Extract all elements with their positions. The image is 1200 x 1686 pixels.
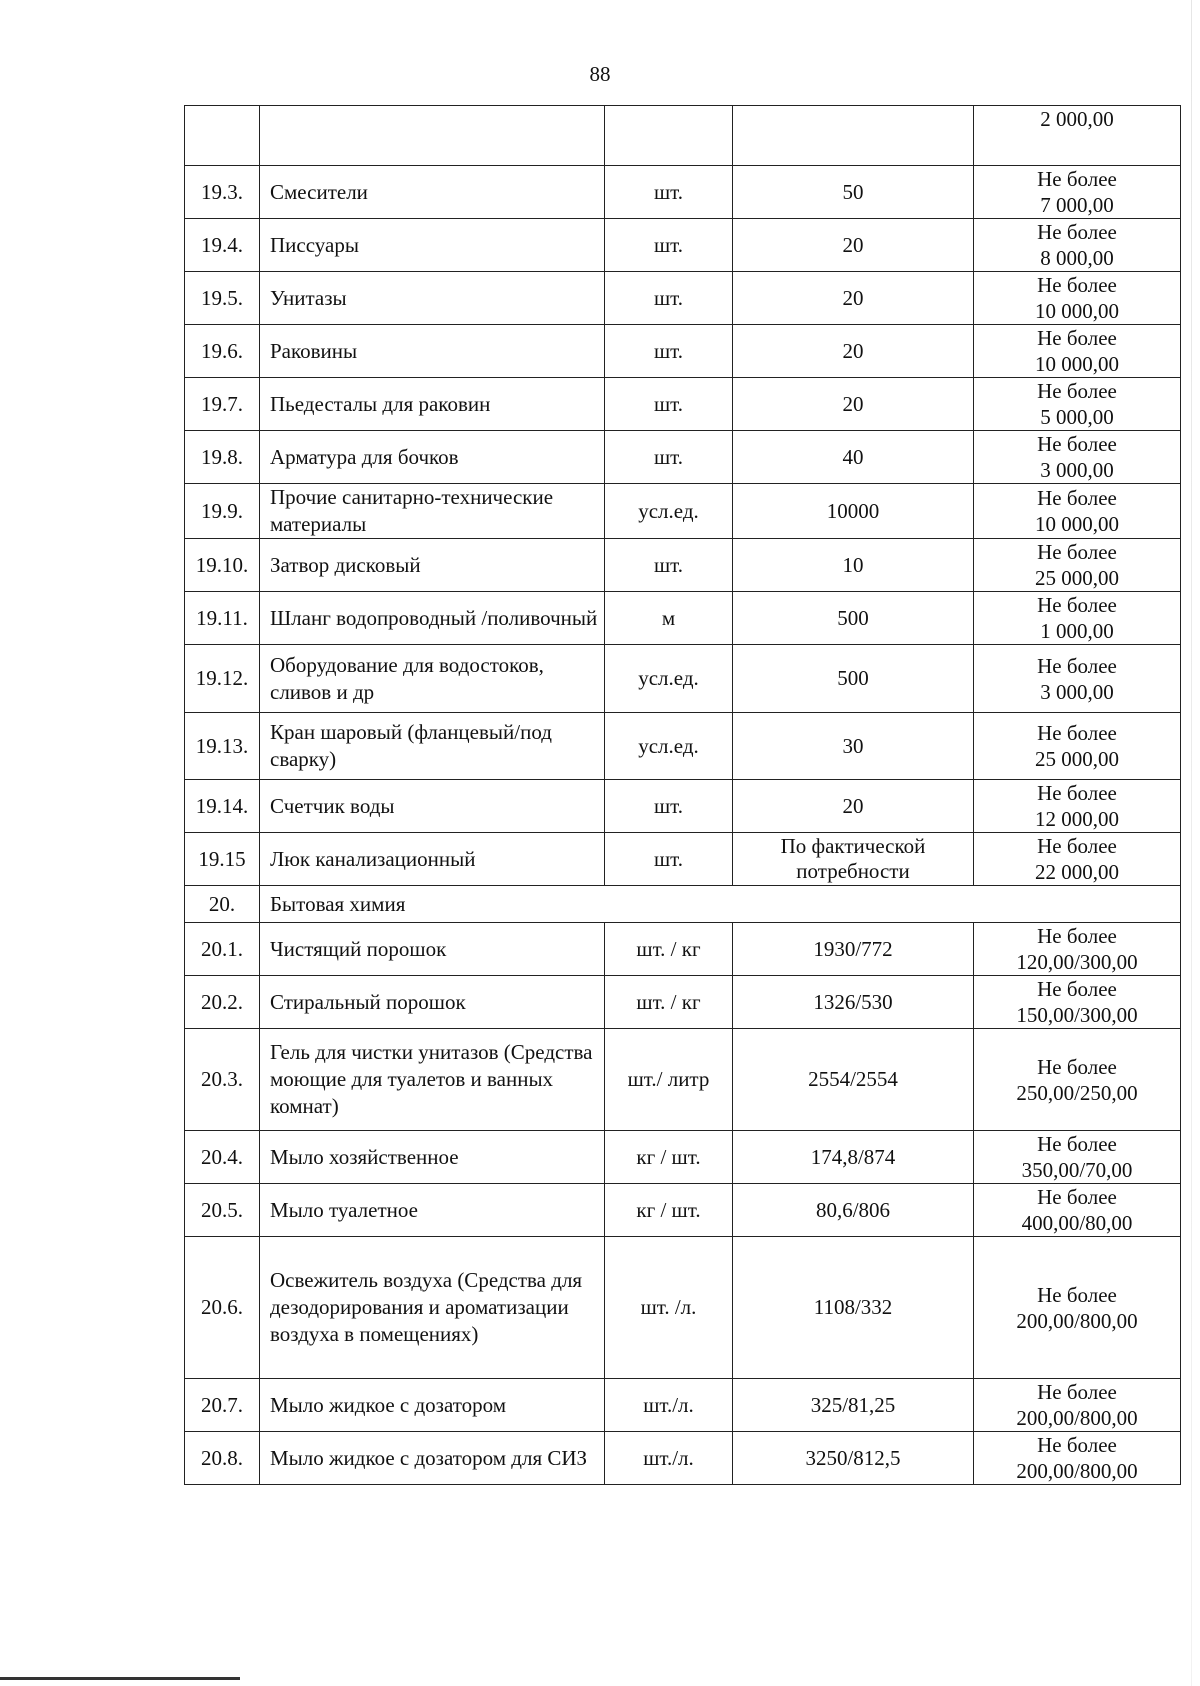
table-row <box>185 780 1181 833</box>
price-cell <box>974 1379 1181 1432</box>
item-quantity: 325/81,25 <box>733 1379 974 1432</box>
item-unit: усл.ед. <box>605 645 733 713</box>
price-value: 200,00/800,00 <box>1016 1308 1138 1333</box>
price-value: 120,00/300,00 <box>1016 950 1138 974</box>
item-quantity: 1326/530 <box>733 976 974 1029</box>
section-title: Бытовая химия <box>260 886 605 923</box>
scan-artifact <box>0 1677 240 1680</box>
scan-edge <box>1191 0 1192 1686</box>
item-unit: шт./л. <box>605 1432 733 1485</box>
price-cell <box>974 272 1181 325</box>
item-unit: шт. <box>605 378 733 431</box>
item-name: Мыло туалетное <box>260 1184 605 1237</box>
item-quantity: 30 <box>733 713 974 780</box>
price-value: 8 000,00 <box>1040 246 1114 270</box>
item-unit: усл.ед. <box>605 713 733 780</box>
price-value: 200,00/800,00 <box>1016 1406 1138 1430</box>
price-label: Не более <box>1037 1433 1117 1457</box>
item-number: 19.11. <box>185 592 260 645</box>
price-value: 200,00/800,00 <box>1016 1459 1138 1483</box>
price-value: 10 000,00 <box>1035 352 1119 376</box>
item-quantity: 40 <box>733 431 974 484</box>
item-name: Мыло хозяйственное <box>260 1131 605 1184</box>
item-quantity: 10000 <box>733 484 974 539</box>
item-number: 19.12. <box>185 645 260 713</box>
item-number: 20.2. <box>185 976 260 1029</box>
table-row <box>185 1432 1181 1485</box>
item-unit: шт. <box>605 219 733 272</box>
price-label: Не более <box>1037 326 1117 350</box>
price-label: Не более <box>1037 220 1117 244</box>
price-label: Не более <box>1037 540 1117 564</box>
item-unit: шт. / кг <box>605 976 733 1029</box>
item-quantity: 2554/2554 <box>733 1029 974 1131</box>
table-body <box>185 106 1181 1485</box>
table-row <box>185 833 1181 886</box>
item-name: Арматура для бочков <box>260 431 605 484</box>
item-quantity: 20 <box>733 780 974 833</box>
section-row <box>185 886 1181 923</box>
price-value: 350,00/70,00 <box>1021 1158 1133 1182</box>
price-cell <box>974 431 1181 484</box>
item-unit: кг / шт. <box>605 1131 733 1184</box>
table-row <box>185 484 1181 539</box>
price-value: 25 000,00 <box>1035 747 1119 771</box>
section-number: 20. <box>185 886 260 923</box>
price-label: Не более <box>1037 273 1117 297</box>
price-cell <box>974 923 1181 976</box>
item-unit: шт. <box>605 325 733 378</box>
table-row <box>185 1379 1181 1432</box>
price-label: Не более <box>1037 167 1117 191</box>
price-value: 3 000,00 <box>1040 679 1114 704</box>
item-unit: шт. <box>605 780 733 833</box>
item-unit: шт. <box>605 166 733 219</box>
item-number: 19.6. <box>185 325 260 378</box>
item-quantity: 20 <box>733 219 974 272</box>
item-name: Чистящий порошок <box>260 923 605 976</box>
price-cell <box>974 539 1181 592</box>
price-cell <box>974 1184 1181 1237</box>
item-number: 19.10. <box>185 539 260 592</box>
price-value: 10 000,00 <box>1035 512 1119 536</box>
item-quantity: По фактической потребности <box>733 833 974 886</box>
price-cell <box>974 166 1181 219</box>
item-number: 19.7. <box>185 378 260 431</box>
item-name: Затвор дисковый <box>260 539 605 592</box>
price-label: Не более <box>1037 1185 1117 1209</box>
price-cell: 2 000,00 <box>974 106 1181 166</box>
price-cell <box>974 976 1181 1029</box>
table-row <box>185 1131 1181 1184</box>
price-value: 3 000,00 <box>1040 458 1114 482</box>
item-unit: шт. <box>605 539 733 592</box>
table-row <box>185 592 1181 645</box>
item-name: Смесители <box>260 166 605 219</box>
table-row <box>185 1237 1181 1379</box>
price-value: 5 000,00 <box>1040 405 1114 429</box>
price-label: Не более <box>1037 834 1117 858</box>
price-cell <box>974 378 1181 431</box>
item-name: Освежитель воздуха (Средства для дезодорирования и ароматизации воздуха в помещениях) <box>260 1237 605 1379</box>
item-quantity: 80,6/806 <box>733 1184 974 1237</box>
item-unit: кг / шт. <box>605 1184 733 1237</box>
table-row <box>185 976 1181 1029</box>
item-name: Кран шаровый (фланцевый/под сварку) <box>260 713 605 780</box>
item-number: 20.6. <box>185 1237 260 1379</box>
item-number: 19.4. <box>185 219 260 272</box>
price-label: Не более <box>1037 379 1117 403</box>
page-number: 88 <box>589 62 611 86</box>
item-name: Оборудование для водостоков, сливов и др <box>260 645 605 713</box>
item-name: Пьедесталы для раковин <box>260 378 605 431</box>
table-row <box>185 325 1181 378</box>
item-name: Мыло жидкое с дозатором для СИЗ <box>260 1432 605 1485</box>
item-number: 19.13. <box>185 713 260 780</box>
item-number: 20.4. <box>185 1131 260 1184</box>
price-value: 12 000,00 <box>1035 807 1119 831</box>
price-label: Не более <box>1037 781 1117 805</box>
price-cell <box>974 219 1181 272</box>
table-row <box>185 219 1181 272</box>
item-number: 20.5. <box>185 1184 260 1237</box>
price-cell <box>974 592 1181 645</box>
price-cell <box>974 713 1181 780</box>
item-name: Писсуары <box>260 219 605 272</box>
table-row <box>185 272 1181 325</box>
table-row <box>185 923 1181 976</box>
item-quantity: 1930/772 <box>733 923 974 976</box>
price-value: 400,00/80,00 <box>1021 1211 1133 1235</box>
item-unit: м <box>605 592 733 645</box>
item-name: Унитазы <box>260 272 605 325</box>
price-value: 22 000,00 <box>1035 860 1119 884</box>
price-value: 7 000,00 <box>1040 193 1114 217</box>
item-name: Шланг водопроводный /поливочный <box>260 592 605 645</box>
item-number: 19.9. <box>185 484 260 539</box>
item-name: Гель для чистки унитазов (Средства моющие для туалетов и ванных комнат) <box>260 1029 605 1131</box>
table-row <box>185 431 1181 484</box>
item-quantity: 500 <box>733 645 974 713</box>
section-filler <box>605 886 1181 923</box>
item-number: 19.3. <box>185 166 260 219</box>
item-number: 20.8. <box>185 1432 260 1485</box>
item-quantity: 20 <box>733 272 974 325</box>
materials-table <box>184 105 1181 1485</box>
price-cell <box>974 325 1181 378</box>
table-row-continued <box>185 106 1181 166</box>
item-unit: шт./ литр <box>605 1029 733 1131</box>
item-number: 20.7. <box>185 1379 260 1432</box>
item-quantity: 10 <box>733 539 974 592</box>
item-quantity: 1108/332 <box>733 1237 974 1379</box>
price-label: Не более <box>1037 1380 1117 1404</box>
table-row <box>185 166 1181 219</box>
price-cell <box>974 1432 1181 1485</box>
price-value: 250,00/250,00 <box>1016 1080 1138 1105</box>
item-name: Люк канализационный <box>260 833 605 886</box>
price-value: 25 000,00 <box>1035 566 1119 590</box>
item-unit: шт./л. <box>605 1379 733 1432</box>
item-quantity: 20 <box>733 325 974 378</box>
price-cell <box>974 1131 1181 1184</box>
item-unit: шт. <box>605 272 733 325</box>
table-row <box>185 1184 1181 1237</box>
item-name: Раковины <box>260 325 605 378</box>
table-row <box>185 713 1181 780</box>
price-label: Не более <box>1037 977 1117 1001</box>
price-cell <box>974 484 1181 539</box>
item-number: 19.8. <box>185 431 260 484</box>
price-cell <box>974 1237 1181 1379</box>
item-unit: шт. <box>605 431 733 484</box>
item-quantity: 20 <box>733 378 974 431</box>
price-label: Не более <box>1037 924 1117 948</box>
item-unit: усл.ед. <box>605 484 733 539</box>
item-unit: шт. <box>605 833 733 886</box>
item-quantity: 3250/812,5 <box>733 1432 974 1485</box>
table-row <box>185 645 1181 713</box>
price-cell <box>974 645 1181 713</box>
table-row <box>185 1029 1181 1131</box>
price-cell <box>974 1029 1181 1131</box>
price-label: Не более <box>1037 721 1117 745</box>
price-label: Не более <box>1037 486 1117 510</box>
price-value: 1 000,00 <box>1040 619 1114 643</box>
table-row <box>185 539 1181 592</box>
price-label: Не более <box>1037 653 1117 678</box>
price-value: 10 000,00 <box>1035 299 1119 323</box>
item-number: 20.1. <box>185 923 260 976</box>
price-label: Не более <box>1037 1054 1117 1079</box>
item-name: Мыло жидкое с дозатором <box>260 1379 605 1432</box>
item-quantity: 174,8/874 <box>733 1131 974 1184</box>
item-quantity: 500 <box>733 592 974 645</box>
item-number: 19.14. <box>185 780 260 833</box>
item-quantity: 50 <box>733 166 974 219</box>
item-name: Стиральный порошок <box>260 976 605 1029</box>
item-name: Счетчик воды <box>260 780 605 833</box>
price-cell <box>974 833 1181 886</box>
item-name: Прочие санитарно-технические материалы <box>260 484 605 539</box>
price-label: Не более <box>1037 1282 1117 1307</box>
table-row <box>185 378 1181 431</box>
item-number: 19.5. <box>185 272 260 325</box>
item-number: 19.15 <box>185 833 260 886</box>
item-unit: шт. /л. <box>605 1237 733 1379</box>
item-unit: шт. / кг <box>605 923 733 976</box>
price-label: Не более <box>1037 593 1117 617</box>
item-number: 20.3. <box>185 1029 260 1131</box>
price-value: 150,00/300,00 <box>1016 1003 1138 1027</box>
price-cell <box>974 780 1181 833</box>
price-label: Не более <box>1037 432 1117 456</box>
price-label: Не более <box>1037 1132 1117 1156</box>
